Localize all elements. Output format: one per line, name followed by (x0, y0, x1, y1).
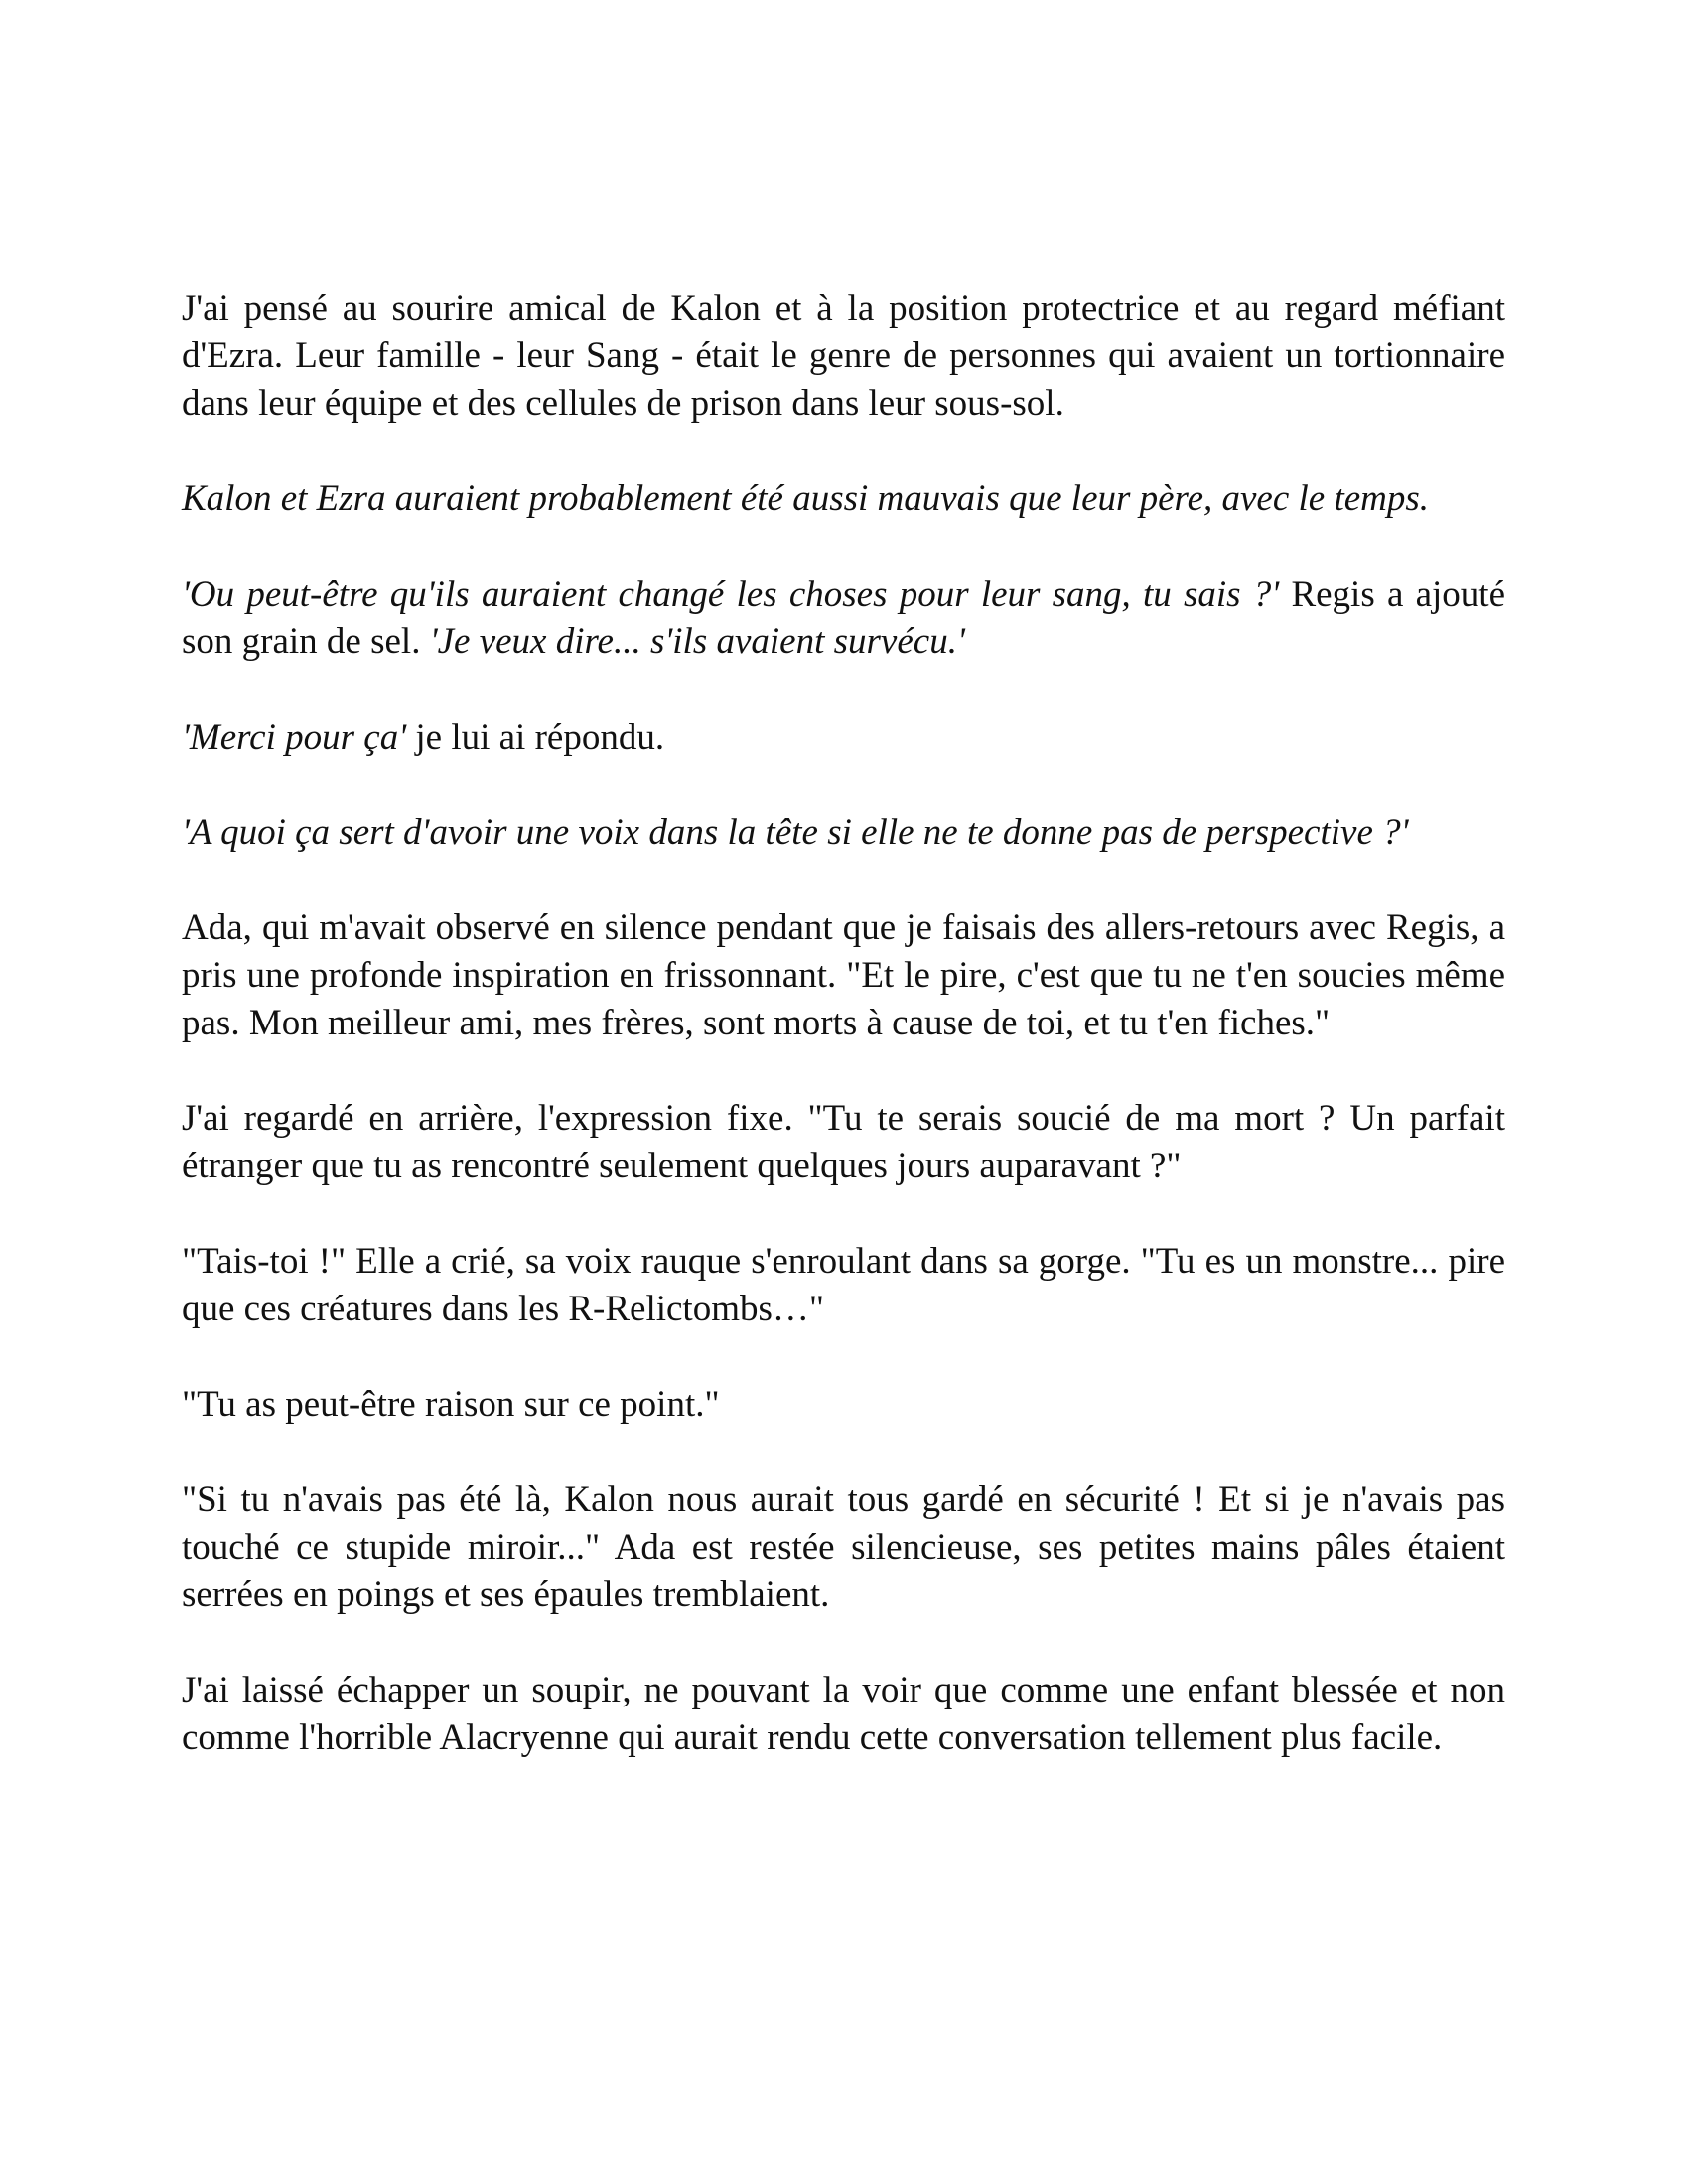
text-run: Regis a ajouté son grain de sel. (182, 574, 1505, 662)
paragraph (182, 714, 1505, 761)
paragraph (182, 904, 1505, 1047)
text-run: J'ai pensé au sourire amical de Kalon et à la position protectrice et au regard méfiant d'Ezra. Leur famille - leur Sang - était le genre de personnes qui avaient un tortionnaire dans leur équipe et des cellules de prison dans leur sous-sol. (182, 288, 1505, 424)
italic-text-run: 'Merci pour ça' (182, 717, 407, 757)
paragraph (182, 1381, 1505, 1429)
text-run: je lui ai répondu. (406, 717, 665, 757)
paragraph (182, 571, 1505, 666)
italic-text-run: 'Ou peut-être qu'ils auraient changé les choses pour leur sang, tu sais ?' (182, 574, 1280, 614)
paragraph (182, 1095, 1505, 1190)
text-run: "Tu as peut-être raison sur ce point." (182, 1384, 720, 1425)
text-run: J'ai regardé en arrière, l'expression fixe. "Tu te serais soucié de ma mort ? Un parfait étranger que tu as rencontré seulement quelques jours auparavant ?" (182, 1098, 1505, 1186)
italic-text-run: 'A quoi ça sert d'avoir une voix dans la tête si elle ne te donne pas de perspective ?' (182, 812, 1409, 853)
text-run: "Si tu n'avais pas été là, Kalon nous aurait tous gardé en sécurité ! Et si je n'avais pas touché ce stupide miroir..." Ada est restée silencieuse, ses petites mains pâles étaient serrées en poings et ses épaules tremblaient. (182, 1479, 1505, 1615)
text-run: J'ai laissé échapper un soupir, ne pouvant la voir que comme une enfant blessée et non comme l'horrible Alacryenne qui aurait rendu cette conversation tellement plus facile. (182, 1670, 1505, 1758)
text-run: "Tais-toi !" Elle a crié, sa voix rauque s'enroulant dans sa gorge. "Tu es un monstre... pire que ces créatures dans les R-Relictombs…" (182, 1241, 1505, 1329)
paragraph (182, 476, 1505, 523)
paragraph (182, 1238, 1505, 1333)
italic-text-run: 'Je veux dire... s'ils avaient survécu.' (429, 621, 965, 662)
paragraph (182, 1476, 1505, 1619)
italic-text-run: Kalon et Ezra auraient probablement été aussi mauvais que leur père, avec le temps. (182, 478, 1430, 519)
paragraph (182, 1667, 1505, 1762)
paragraph (182, 809, 1505, 857)
paragraph (182, 285, 1505, 428)
body-text (182, 285, 1505, 1762)
text-run: Ada, qui m'avait observé en silence pendant que je faisais des allers-retours avec Regis, a pris une profonde inspiration en frissonnant. "Et le pire, c'est que tu ne t'en soucies même pas. Mon meilleur ami, mes frères, sont morts à cause de toi, et tu t'en fiches." (182, 907, 1505, 1043)
